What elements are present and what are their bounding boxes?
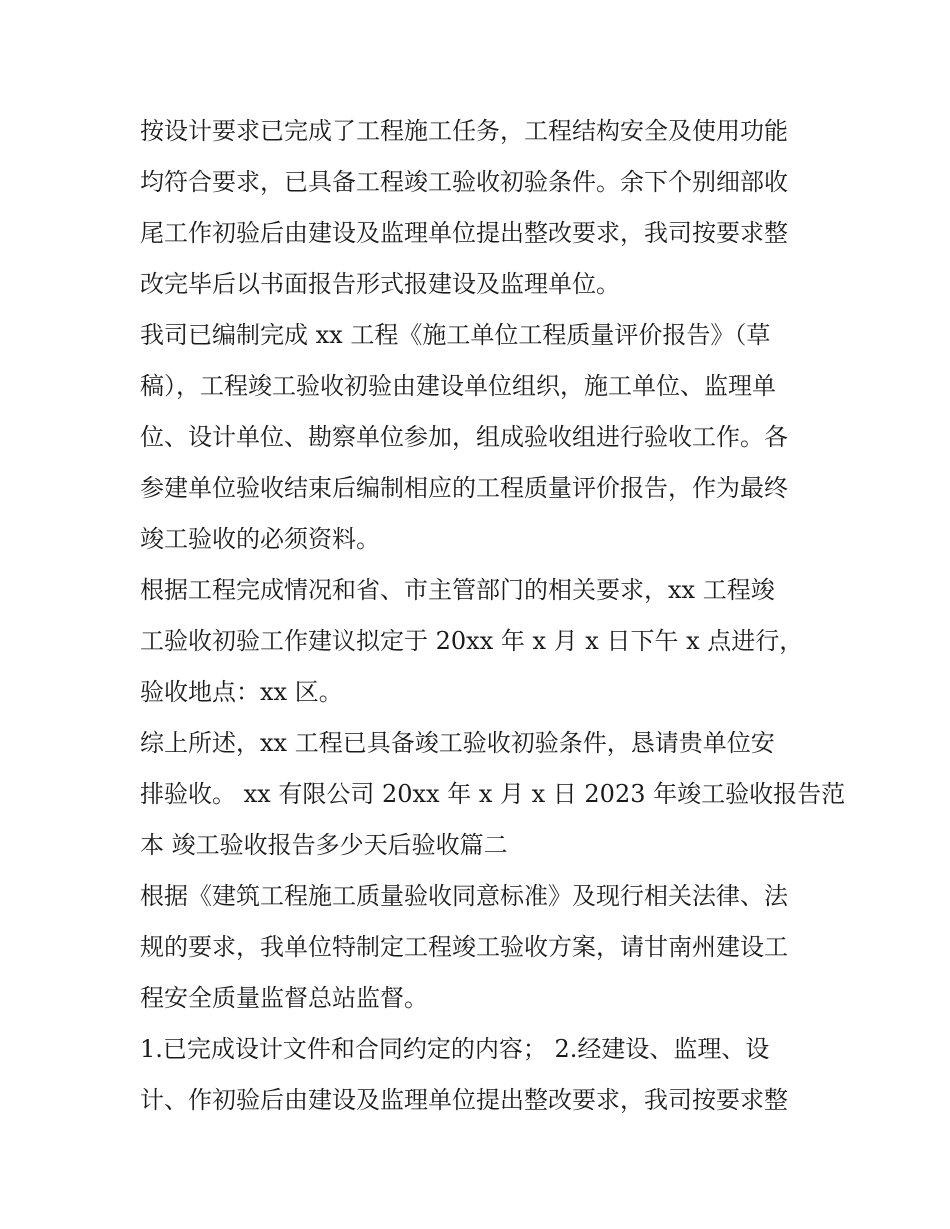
text-line: 综上所述，xx 工程已具备竣工验收初验条件，恳请贵单位安 — [140, 729, 775, 757]
text-line: 排验收。 xx 有限公司 20xx 年 x 月 x 日 2023 年竣工验收报告范 — [140, 780, 846, 808]
text-line: 位、设计单位、勘察单位参加，组成验收组进行验收工作。各 — [140, 423, 788, 451]
text-line: 参建单位验收结束后编制相应的工程质量评价报告，作为最终 — [140, 474, 788, 502]
text-line: 改完毕后以书面报告形式报建设及监理单位。 — [140, 270, 620, 298]
text-line: 根据《建筑工程施工质量验收同意标准》及现行相关法律、法 — [140, 882, 788, 910]
text-line: 计、作初验后由建设及监理单位提出整改要求，我司按要求整 — [140, 1086, 788, 1114]
text-line: 均符合要求，已具备工程竣工验收初验条件。余下个别细部收 — [140, 168, 788, 196]
document-body — [140, 106, 846, 1126]
text-line: 根据工程完成情况和省、市主管部门的相关要求，xx 工程竣 — [140, 576, 775, 604]
text-line: 我司已编制完成 xx 工程《施工单位工程质量评价报告》（草 — [140, 321, 771, 349]
text-line: 本 竣工验收报告多少天后验收篇二 — [140, 831, 508, 859]
text-line: 稿），工程竣工验收初验由建设单位组织，施工单位、监理单 — [140, 372, 776, 400]
text-line: 工验收初验工作建议拟定于 20xx 年 x 月 x 日下午 x 点进行， — [140, 627, 804, 655]
text-line: 竣工验收的必须资料。 — [140, 525, 380, 553]
text-line: 尾工作初验后由建设及监理单位提出整改要求，我司按要求整 — [140, 219, 788, 247]
text-line: 按设计要求已完成了工程施工任务，工程结构安全及使用功能 — [140, 117, 788, 145]
text-line: 验收地点：xx 区。 — [140, 678, 343, 706]
text-line: 1.已完成设计文件和合同约定的内容； 2.经建设、监理、设 — [140, 1035, 770, 1063]
text-line: 程安全质量监督总站监督。 — [140, 984, 428, 1012]
text-line: 规的要求，我单位特制定工程竣工验收方案，请甘南州建设工 — [140, 933, 788, 961]
